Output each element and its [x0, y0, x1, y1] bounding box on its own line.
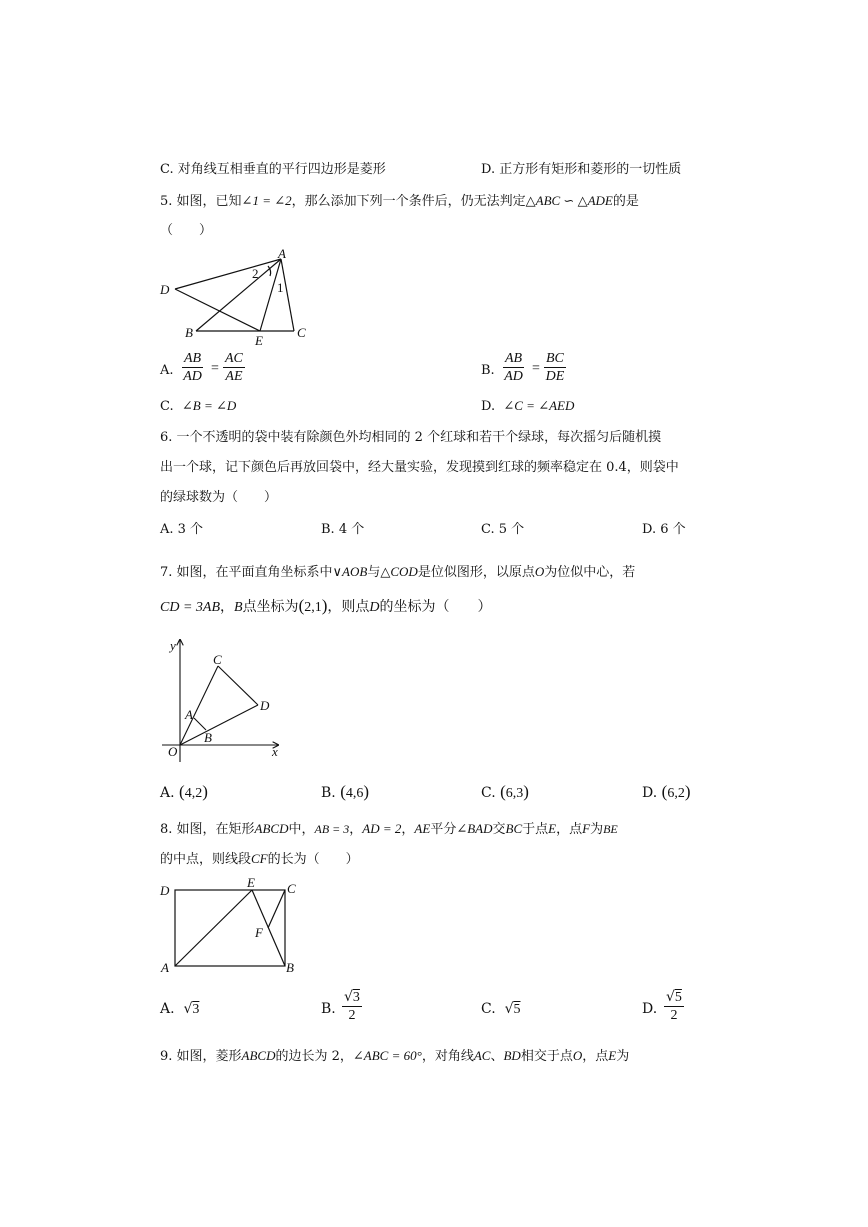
- q7-expr-aob: ∨AOB: [332, 564, 368, 579]
- q8-option-a-prefix: A.: [160, 1001, 175, 1017]
- q8-text-2: 中，: [288, 822, 315, 837]
- q7-a-paren-close: ): [202, 782, 208, 801]
- q5-a-num2: AC: [225, 351, 243, 366]
- q5-label-A: A: [278, 246, 286, 261]
- q8-seg-FC: [268, 890, 285, 928]
- q6-line-3: 的绿球数为（ ）: [160, 490, 278, 505]
- q6-option-b: B. 4 个: [321, 522, 365, 537]
- q8-option-d-den: 2: [670, 1008, 678, 1023]
- q7-paren-open: (: [298, 596, 305, 615]
- q6-line-1: 6. 一个不透明的袋中装有除颜色外均相同的 2 个红球和若干个绿球，每次摇匀后随机摸: [160, 430, 662, 445]
- q9-line-1: [160, 1047, 629, 1066]
- q7-d-paren-open: (: [661, 782, 668, 801]
- q8-var-bc: BC: [505, 821, 523, 836]
- q5-option-a-frac1: [182, 350, 203, 385]
- q8-label-D: D: [160, 883, 170, 898]
- q5-option-c-expr: ∠B = ∠D: [181, 398, 237, 413]
- q5-stem: [160, 192, 639, 211]
- q5-a-num1: AB: [184, 351, 202, 366]
- q8-label-A: A: [161, 960, 169, 975]
- q8-text-6: 交: [492, 822, 506, 837]
- q7-option-b-value: 4,6: [345, 786, 364, 801]
- q8-option-a: [160, 1000, 199, 1019]
- q5-option-c: [160, 397, 236, 416]
- q7-label-A: A: [185, 707, 193, 722]
- q7-text-1: 7. 如图，在平面直角坐标系中: [160, 565, 333, 580]
- q8-option-b-num: [342, 989, 362, 1007]
- q5-stem-angle-expr: ∠1 = ∠2: [241, 193, 292, 208]
- q7-var-d: D: [369, 600, 380, 615]
- q7-label-C: C: [213, 652, 222, 667]
- q8-text-9: 为: [590, 822, 604, 837]
- q8-var-cf: CF: [251, 851, 268, 866]
- q8-expr-ab: AB = 3: [314, 822, 350, 836]
- q6-option-d: D. 6 个: [642, 522, 686, 537]
- q8-text-8: ，点: [556, 822, 583, 837]
- q8-option-b-prefix: B.: [321, 1001, 336, 1017]
- q7-seg-AB: [194, 718, 206, 730]
- q4-option-d: D. 正方形有矩形和菱形的一切性质: [481, 162, 682, 177]
- q8-option-b-frac: [342, 989, 362, 1024]
- q7-text-7: ，则点: [327, 599, 370, 615]
- q4-option-c: C. 对角线互相垂直的平行四边形是菱形: [160, 162, 386, 177]
- q5-label-2: 2: [252, 266, 259, 281]
- q8-var-e: E: [548, 821, 557, 836]
- q8-expr-bad: ∠BAD: [456, 821, 493, 836]
- q5-seg-DA: [175, 259, 281, 289]
- q5-stem-similar-expr: △ABC ∽ △ADE: [525, 193, 613, 208]
- q5-option-a-prefix: A.: [160, 363, 174, 378]
- q7-coord-b: 2,1: [304, 600, 322, 615]
- q5-option-b-equals: =: [532, 361, 540, 376]
- q8-var-abcd: ABCD: [254, 821, 289, 836]
- q8-text-11: 的长为（ ）: [267, 852, 359, 867]
- q5-label-C: C: [297, 325, 306, 340]
- q5-option-a-equals: =: [211, 361, 219, 376]
- q6-option-c: C. 5 个: [481, 522, 525, 537]
- q8-option-c-value: 5: [513, 1002, 521, 1017]
- q7-label-O: O: [168, 744, 178, 759]
- q7-a-paren-open: (: [179, 782, 185, 801]
- q8-label-B: B: [286, 960, 294, 975]
- q8-text-5: 平分: [430, 822, 457, 837]
- q7-option-b-prefix: B.: [321, 785, 336, 801]
- q9-expr-angle: ∠ABC = 60°: [352, 1048, 422, 1063]
- sqrt-icon: √: [504, 1001, 514, 1017]
- q7-option-d-value: 6,2: [667, 786, 685, 801]
- q6-line-2: 出一个球，记下颜色后再放回袋中，经大量实验，发现摸到红球的频率稳定在 0.4，则袋中: [160, 460, 679, 475]
- q9-text-3: ，对角线: [421, 1049, 474, 1064]
- q9-text-2: 的边长为 2，: [275, 1049, 353, 1064]
- q5-label-1: 1: [277, 280, 284, 295]
- q8-line-1: [160, 820, 618, 839]
- q8-line-2: [160, 850, 359, 869]
- q8-var-f: F: [582, 821, 591, 836]
- q5-option-a-frac2: [223, 350, 245, 385]
- q5-b-num1: AB: [505, 351, 523, 366]
- q7-text-6: 点坐标为: [242, 599, 299, 615]
- q7-option-d: [642, 783, 690, 803]
- q7-line-1: [160, 563, 635, 582]
- q9-var-bd: BD: [503, 1048, 521, 1063]
- q5-option-b-frac2: [544, 350, 566, 385]
- q7-var-b: B: [234, 600, 243, 615]
- q5-a-den2: AE: [225, 369, 243, 384]
- q5-answer-paren: （ ）: [160, 223, 213, 238]
- q7-text-5: ，: [220, 599, 234, 615]
- q8-label-F: F: [255, 925, 263, 940]
- q9-text-1: 9. 如图，菱形: [160, 1049, 242, 1064]
- q7-option-a: [160, 783, 208, 803]
- q5-option-c-prefix: C.: [160, 399, 174, 414]
- q5-seg-CA: [281, 259, 294, 331]
- q8-var-ae: AE: [414, 821, 431, 836]
- q8-option-d-prefix: D.: [642, 1001, 658, 1017]
- q8-option-d-frac: [664, 989, 684, 1024]
- q5-label-E: E: [255, 333, 263, 348]
- q8-text-4: ，: [401, 822, 415, 837]
- q7-option-c-value: 6,3: [505, 786, 524, 801]
- q5-label-B: B: [185, 325, 193, 340]
- q7-option-a-prefix: A.: [160, 785, 175, 801]
- q7-label-D: D: [260, 698, 270, 713]
- q8-option-d-num: [664, 989, 684, 1007]
- q8-seg-AE: [175, 890, 252, 966]
- q7-expr-cd: CD = 3AB: [160, 600, 220, 615]
- q5-option-b-frac1: [503, 350, 524, 385]
- q7-b-paren-open: (: [340, 782, 346, 801]
- q7-option-d-prefix: D.: [642, 785, 658, 801]
- sqrt-icon: √: [344, 989, 353, 1005]
- q8-label-C: C: [287, 881, 296, 896]
- q7-label-B: B: [204, 730, 212, 745]
- q8-option-b-den: 2: [348, 1008, 356, 1023]
- q5-stem-text-3: 的是: [612, 194, 639, 209]
- sqrt-icon: √: [666, 989, 675, 1005]
- q8-label-E: E: [247, 875, 255, 890]
- q5-label-D: D: [160, 282, 170, 297]
- q5-option-d-prefix: D.: [481, 399, 496, 414]
- q5-b-den2: DE: [545, 369, 565, 384]
- q7-label-x: x: [272, 744, 278, 759]
- q8-text-7: 于点: [522, 822, 549, 837]
- q7-seg-OC: [180, 666, 218, 745]
- q7-expr-cod: △COD: [380, 564, 418, 579]
- q8-option-b-radicand: 3: [352, 990, 360, 1005]
- q7-option-b: [321, 783, 369, 803]
- q6-option-a: A. 3 个: [160, 522, 204, 537]
- q9-var-abcd: ABCD: [241, 1048, 276, 1063]
- q9-var-ac: AC: [473, 1048, 491, 1063]
- q5-option-d-expr: ∠C = ∠AED: [503, 398, 575, 413]
- q8-text-10: 的中点，则线段: [160, 852, 252, 867]
- q5-stem-text: 5. 如图，已知: [160, 194, 242, 209]
- q8-text-1: 8. 如图，在矩形: [160, 822, 255, 837]
- q9-text-5: 相交于点: [520, 1049, 573, 1064]
- q5-b-den1: AD: [504, 369, 523, 384]
- q5-figure: [150, 244, 320, 348]
- q7-text-3: 是位似图形，以原点: [417, 565, 535, 580]
- q5-b-num2: BC: [546, 351, 564, 366]
- q8-option-c-prefix: C.: [481, 1001, 496, 1017]
- q7-b-paren-close: ): [363, 782, 370, 801]
- sqrt-icon: √: [183, 1001, 193, 1017]
- q8-text-3: ，: [349, 822, 363, 837]
- q7-option-a-value: 4,2: [184, 786, 203, 801]
- q7-text-2: 与: [367, 565, 381, 580]
- q7-text-8: 的坐标为（ ）: [379, 599, 492, 615]
- q9-text-7: 为: [616, 1049, 630, 1064]
- q8-option-a-value: 3: [192, 1002, 200, 1017]
- q8-option-d-radicand: 5: [674, 990, 682, 1005]
- q5-stem-text-2: ，那么添加下列一个条件后，仍无法判定: [291, 194, 526, 209]
- q7-option-c: [481, 783, 529, 803]
- q7-text-4: 为位似中心，若: [544, 565, 636, 580]
- q7-label-y: y: [170, 638, 176, 653]
- q9-text-4: 、: [490, 1049, 504, 1064]
- q7-seg-CD: [218, 666, 258, 705]
- q5-option-d: [481, 397, 574, 416]
- q8-var-be: BE: [603, 822, 618, 836]
- q5-option-b-prefix: B.: [481, 363, 495, 378]
- q9-text-6: ，点: [582, 1049, 609, 1064]
- q9-var-o: O: [572, 1048, 583, 1063]
- q8-option-c: [481, 1000, 521, 1019]
- q7-var-o: O: [534, 564, 545, 579]
- q8-rectangle-figure: [155, 872, 305, 977]
- q9-var-e: E: [608, 1048, 617, 1063]
- q7-line-2: [160, 597, 492, 617]
- q7-paren-close: ): [321, 596, 328, 615]
- q7-c-paren-close: ): [523, 782, 529, 801]
- q7-coordinate-figure: [155, 633, 290, 763]
- q5-a-den1: AD: [183, 369, 202, 384]
- q7-d-paren-close: ): [684, 782, 691, 801]
- q7-option-c-prefix: C.: [481, 785, 496, 801]
- q8-expr-ad: AD = 2: [362, 821, 402, 836]
- q7-c-paren-open: (: [500, 782, 506, 801]
